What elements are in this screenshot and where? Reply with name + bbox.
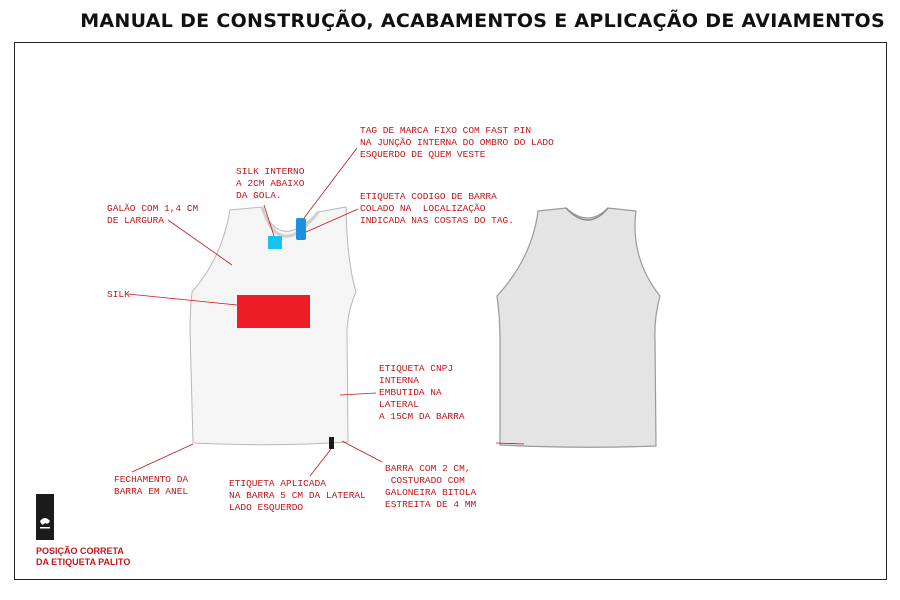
back-tank-top xyxy=(497,208,660,447)
annotation-tag-marca: TAG DE MARCA FIXO COM FAST PIN NA JUNÇÃO INTERNA DO OMBRO DO LADO ESQUERDO DE QUEM VESTE xyxy=(360,125,554,160)
annotation-posicao: POSIÇÃO CORRETA DA ETIQUETA PALITO xyxy=(36,546,131,567)
annotation-etiqueta-codigo: ETIQUETA CODIGO DE BARRA COLADO NA LOCALIZAÇÃO INDICADA NAS COSTAS DO TAG. xyxy=(360,191,514,226)
annotation-etiqueta-aplicada: ETIQUETA APLICADA NA BARRA 5 CM DA LATERAL LADO ESQUERDO xyxy=(229,478,366,513)
page-title: MANUAL DE CONSTRUÇÃO, ACABAMENTOS E APLICAÇÃO DE AVIAMENTOS xyxy=(80,10,885,32)
annotation-etiqueta-cnpj: ETIQUETA CNPJ INTERNA EMBUTIDA NA LATERAL A 15CM DA BARRA xyxy=(379,363,465,422)
silk-interno-block xyxy=(268,236,282,249)
annotation-silk-interno: SILK INTERNO A 2CM ABAIXO DA GOLA. xyxy=(236,166,305,201)
annotation-fechamento: FECHAMENTO DA BARRA EM ANEL xyxy=(114,474,189,497)
annotation-silk: SILK xyxy=(107,289,130,300)
silk-print-block xyxy=(237,295,310,328)
hem-label xyxy=(329,437,334,449)
annotation-barra: BARRA COM 2 CM, COSTURADO COM GALONEIRA BITOLA ESTREITA DE 4 MM xyxy=(385,463,477,510)
annotation-galao: GALÃO COM 1,4 CM DE LARGURA xyxy=(107,203,199,226)
etiqueta-palito-icon xyxy=(36,494,54,540)
brand-tag xyxy=(296,218,306,240)
